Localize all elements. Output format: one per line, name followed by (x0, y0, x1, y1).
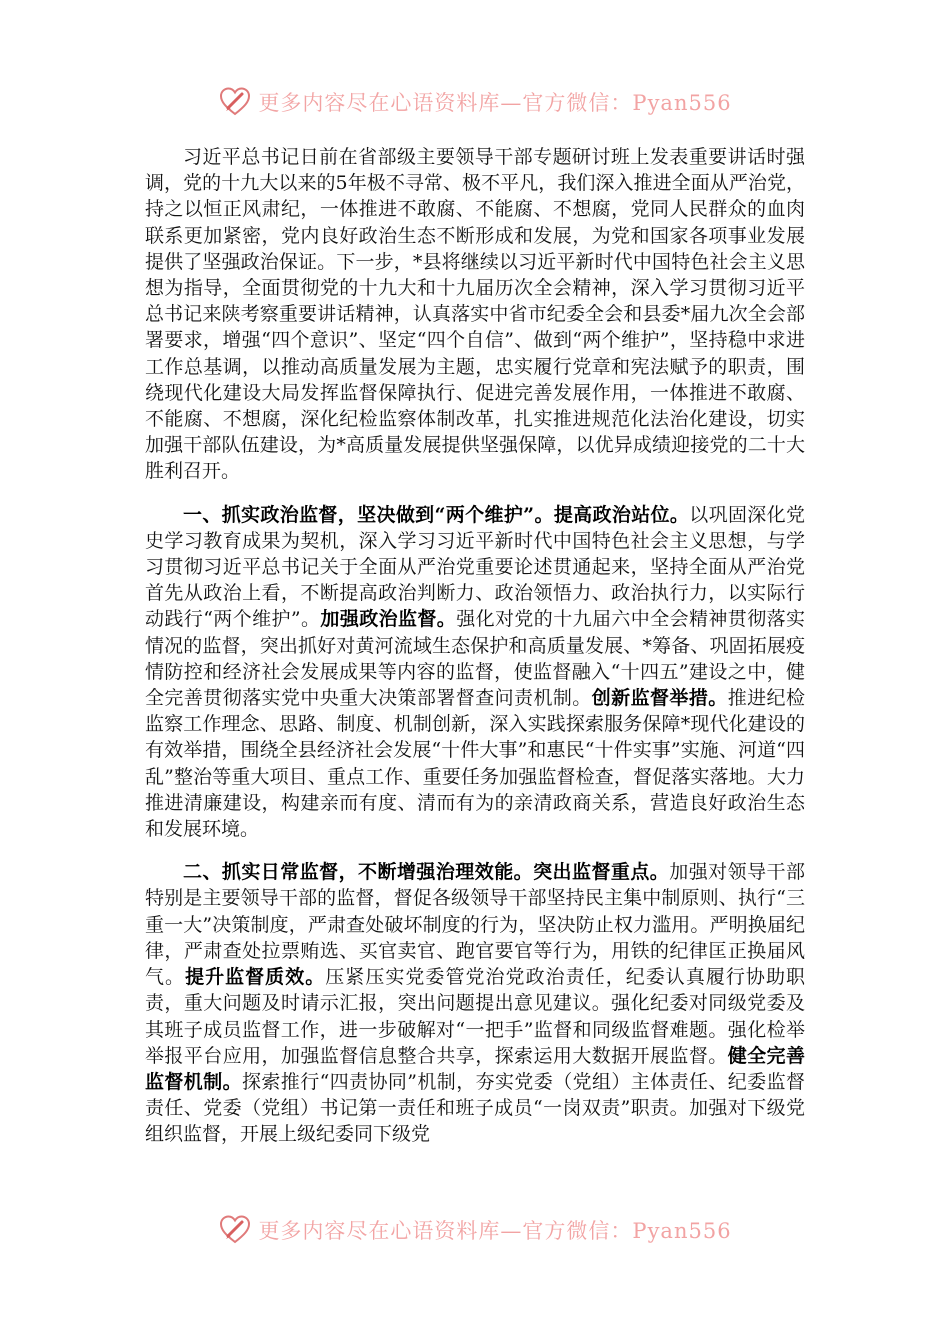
heart-pen-logo-icon (218, 85, 252, 119)
subheading: 健全完善监督机制。 (145, 1044, 805, 1093)
banner-text: 更多内容尽在心语资料库—官方微信：Pyan556 (258, 1219, 732, 1243)
intro-paragraph (145, 144, 805, 485)
section-one-paragraph (145, 502, 805, 843)
document-body (145, 144, 805, 1165)
paragraph-text: 习近平总书记日前在省部级主要领导干部专题研讨班上发表重要讲话时强调，党的十九大以来的5年极不寻常、极不平凡，我们深入推进全面从严治党，持之以恒正风肃纪，一体推进不敢腐、不能腐、不想腐，党同人民群众的血肉联系更加紧密，党内良好政治生态不断形成和发展，为党和国家各项事业发展提供了坚强政治保证。下一步，*县将继续以习近平新时代中国特色社会主义思想为指导，全面贯彻党的十九大和十九届历次全会精神，深入学习贯彻习近平总书记来陕考察重要讲话精神，认真落实中省市纪委全会和县委*届九次全会部署要求，增强“四个意识”、坚定“四个自信”、做到“两个维护”，坚持稳中求进工作总基调，以推动高质量发展为主题，忠实履行党章和宪法赋予的职责，围绕现代化建设大局发挥监督保障执行、促进完善发展作用，一体推进不敢腐、不能腐、不想腐，深化纪检监察体制改革，扎实推进规范化法治化建设，切实加强干部队伍建设，为*高质量发展提供坚强保障，以优异成绩迎接党的二十大胜利召开。 (145, 146, 805, 483)
section-heading: 二、抓实日常监督，不断增强治理效能。 (183, 861, 534, 884)
heart-pen-logo-icon (218, 1213, 252, 1247)
paragraph-text: 压紧压实党委管党治党政治责任，纪委认真履行协助职责，重大问题及时请示汇报，突出问题提出意见建议。强化纪委对同级党委及其班子成员监督工作，进一步破解对“一把手”监督和同级监督难题。强化检举举报平台应用，加强监督信息整合共享，探索运用大数据开展监督。 (145, 966, 805, 1067)
paragraph-text: 加强对领导干部特别是主要领导干部的监督，督促各级领导干部坚持民主集中制原则、执行“三重一大”决策制度，严肃查处破坏制度的行为，坚决防止权力滥用。严明换届纪律，严肃查处拉票贿选、买官卖官、跑官要官等行为，用铁的纪律匡正换届风气。 (145, 861, 805, 989)
subheading: 突出监督重点。 (533, 861, 670, 884)
paragraph-text: 以巩固深化党史学习教育成果为契机，深入学习习近平新时代中国特色社会主义思想，与学习贯彻习近平总书记关于全面从严治党重要论述贯通起来，坚持全面从严治党首先从政治上看，不断提高政治判断力、政治领悟力、政治执行力，以实际行动践行“两个维护”。 (145, 503, 805, 631)
subheading: 创新监督举措。 (591, 687, 728, 710)
banner-text: 更多内容尽在心语资料库—官方微信：Pyan556 (258, 91, 732, 115)
header-banner (0, 82, 950, 122)
paragraph-text: 探索推行“四责协同”机制，夯实党委（党组）主体责任、纪委监督责任、党委（党组）书记第一责任和班子成员“一岗双责”职责。加强对下级党组织监督，开展上级纪委同下级党 (145, 1070, 805, 1146)
subheading: 提升监督质效。 (185, 966, 326, 989)
paragraph-text: 强化对党的十九届六中全会精神贯彻落实情况的监督，突出抓好对黄河流域生态保护和高质量发展、*筹备、巩固拓展疫情防控和经济社会发展成果等内容的监督，使监督融入“十四五”建设之中，健全完善贯彻落实党中央重大决策部署督查问责机制。 (145, 608, 805, 710)
paragraph-text: 推进纪检监察工作理念、思路、制度、机制创新，深入实践探索服务保障*现代化建设的有效举措，围绕全县经济社会发展“十件大事”和惠民“十件实事”实施、河道“四乱”整治等重大项目、重点工作、重要任务加强监督检查，督促落实落地。大力推进清廉建设，构建亲而有度、清而有为的亲清政商关系，营造良好政治生态和发展环境。 (145, 687, 805, 841)
subheading: 提高政治站位。 (553, 503, 690, 526)
footer-banner (0, 1210, 950, 1250)
section-heading: 一、抓实政治监督，坚决做到“两个维护”。 (183, 503, 554, 526)
section-two-paragraph (145, 859, 805, 1147)
subheading: 加强政治监督。 (320, 608, 457, 631)
